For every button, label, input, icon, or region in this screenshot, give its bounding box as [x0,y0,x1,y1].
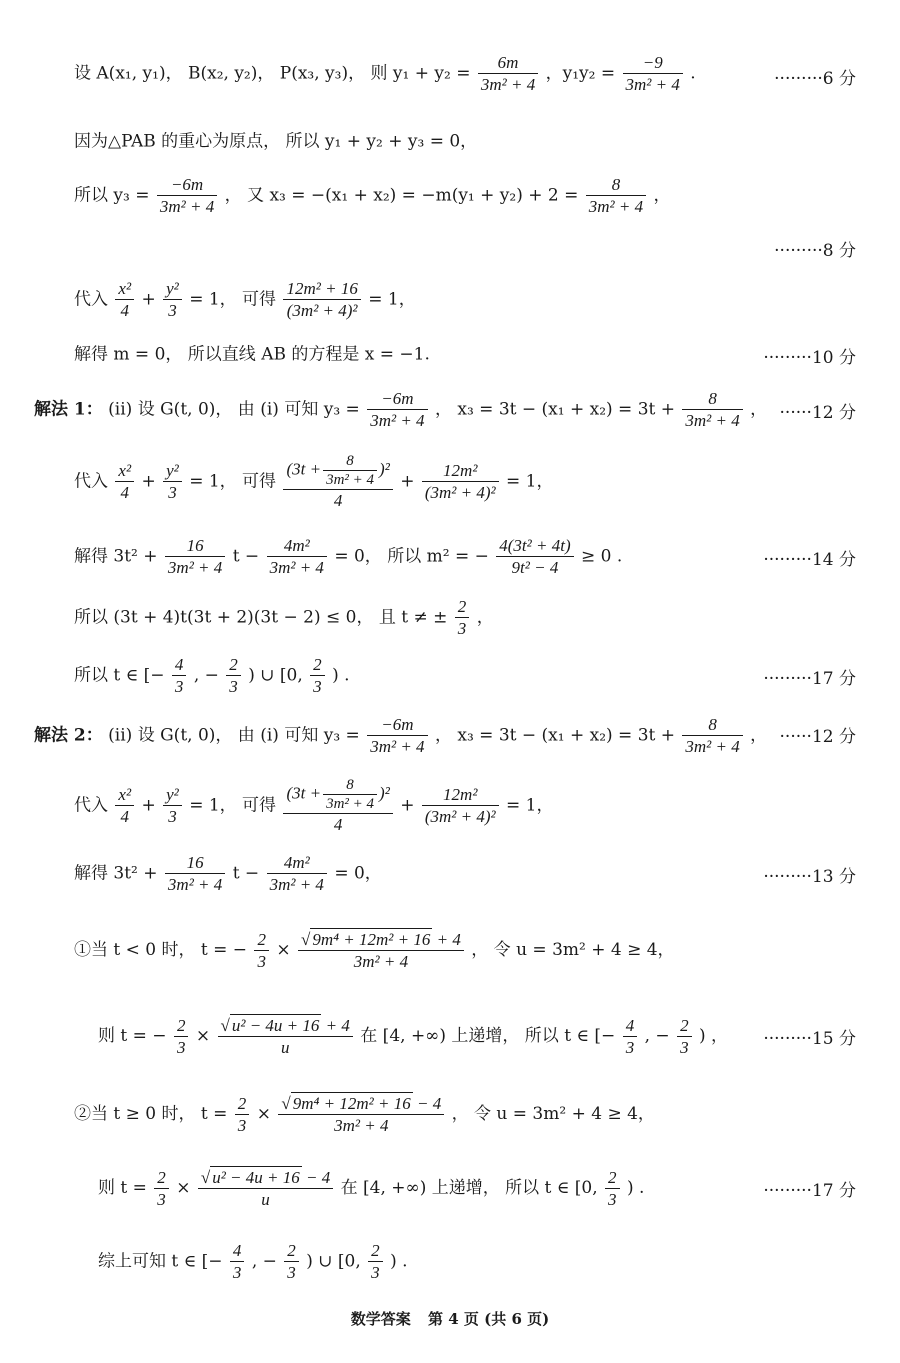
fraction: $\frac{-6m}{\text{3m² + 4}}$ [367,388,427,431]
fraction: $\frac{2}{3}$ [310,654,325,697]
fraction: $\frac{\text{4m²}}{\text{3m² + 4}}$ [267,535,327,578]
sqrt-icon: √ [200,1168,211,1187]
fraction: $\frac{8}{\text{3m² + 4}}$ [682,388,742,431]
solution-line: 因为△PAB 的重心为原点， 所以 y₁ + y₂ + y₃ = 0， [74,131,478,152]
nested-fraction: $\frac{8}{\text{3m² + 4}}$ [323,452,377,489]
solution-line: 所以 (3t + 4)t(3t + 2)(3t − 2) ≤ 0， 且 t ≠ ± $\frac{2}{3}$ ， [74,597,494,638]
method-heading: 解法 1： [34,399,103,420]
fraction: $\frac{-6m}{\text{3m² + 4}}$ [367,714,427,757]
fraction: $\frac{2}{3}$ [605,1167,620,1210]
fraction: $\frac{\text{4(3t² + 4t)}}{\text{9t² − 4}}$ [496,535,573,578]
score-marker: ·········8 分 [774,241,856,261]
sqrt-icon: √ [220,1016,230,1035]
fraction: $\frac{\text{y²}}{3}$ [163,278,182,321]
solution-line: 代入 $\frac{\text{x²}}{4}$ + $\frac{\text{y²}}{3}$ = 1， 可得 $\frac{\text{12m² + 16}}{\text{(3m² + 4)²}}$ = 1， [74,279,416,320]
score-marker: ·········15 分 [763,1029,856,1049]
fraction: $\frac{2}{3}$ [368,1240,383,1283]
solution-line: 解得 3t² + $\frac{16}{\text{3m² + 4}}$ t − $\frac{\text{4m²}}{\text{3m² + 4}}$ = 0， 所以 m² = − $\frac{\text{4(3t² + 4t)}}{\text{9t² − 4}}$ ≥ 0 . [74,536,623,577]
fraction: $\frac{\text{4m²}}{\text{3m² + 4}}$ [267,852,327,895]
solution-line: 解得 m = 0， 所以直线 AB 的方程是 x = −1. [74,344,430,365]
fraction: $\frac{\text{x²}}{4}$ [115,278,134,321]
fraction: $\frac{\text{√ 9m⁴ + 12m² + 16 + 4}}{\text{3m² + 4}}$ [298,928,464,972]
score-marker: ·········17 分 [763,1181,856,1201]
fraction: $\frac{2}{3}$ [226,654,241,697]
fraction: $\frac{8}{\text{3m² + 4}}$ [682,714,742,757]
solution-line: 设 A(x₁, y₁)， B(x₂, y₂)， P(x₃, y₃)， 则 y₁ + y₂ = $\frac{6m}{\text{3m² + 4}}$ ，y₁y₂ = $\frac{-9}{\text{3m² + 4}}$ . [74,53,696,94]
fraction: $\frac{2}{3}$ [455,596,470,639]
solution-line: 代入 $\frac{\text{x²}}{4}$ + $\frac{\text{y²}}{3}$ = 1， 可得 (3t + $\frac{8}{\text{3m² + 4}}$ )² 4 + $\frac{\text{12m²}}{\text{(3m² + 4)²}}$ = 1， [74,777,554,834]
footer-subject: 数学答案 [350,1310,411,1328]
score-marker: ·········14 分 [763,550,856,570]
fraction: $\frac{2}{3}$ [154,1167,169,1210]
score-marker: ·········17 分 [763,669,856,689]
solution-line: 综上可知 t ∈ [− $\frac{4}{3}$ , − $\frac{2}{3}$ ) ∪ [0, $\frac{2}{3}$ ) . [98,1241,408,1282]
fraction: $\frac{\text{x²}}{4}$ [115,784,134,827]
fraction: $\frac{16}{\text{3m² + 4}}$ [165,535,225,578]
score-marker: ·········13 分 [763,867,856,887]
footer-page-number: 第 4 页 (共 6 页) [428,1310,550,1328]
fraction: $\frac{2}{3}$ [174,1015,189,1058]
fraction: $\frac{\text{x²}}{4}$ [115,460,134,503]
nested-fraction: $\frac{8}{\text{3m² + 4}}$ [323,776,377,813]
solution-line: 所以 y₃ = $\frac{-6m}{\text{3m² + 4}}$ ， 又 x₃ = −(x₁ + x₂) = −m(y₁ + y₂) + 2 = $\frac{8}{\text{3m² + 4}}$ ， [74,175,671,216]
fraction: $\frac{8}{\text{3m² + 4}}$ [586,174,646,217]
fraction: $\frac{4}{3}$ [172,654,187,697]
score-marker: ······12 分 [779,403,856,423]
score-marker: ······12 分 [779,727,856,747]
fraction: $\frac{\text{√ 9m⁴ + 12m² + 16 − 4}}{\text{3m² + 4}}$ [278,1092,444,1136]
fraction: $\frac{-6m}{\text{3m² + 4}}$ [157,174,217,217]
fraction: $\frac{\text{y²}}{3}$ [163,460,182,503]
solution-line: 则 t = $\frac{2}{3}$ × $\frac{\text{√ u² − 4u + 16 − 4}}{u}$ 在 [4, +∞) 上递增， 所以 t ∈ [0, $\frac{2}{3}$ ) . [98,1167,645,1209]
solution-line: 所以 t ∈ [− $\frac{4}{3}$ , − $\frac{2}{3}$ ) ∪ [0, $\frac{2}{3}$ ) . [74,655,350,696]
score-marker: ·········6 分 [774,69,856,89]
solution-line: ①当 t < 0 时， t = − $\frac{2}{3}$ × $\frac{\text{√ 9m⁴ + 12m² + 16 + 4}}{\text{3m² + 4}}$ ， 令 u = 3m² + 4 ≥ 4， [74,929,675,971]
sqrt-icon: √ [281,1094,291,1113]
solution-line: 解法 1： (ii) 设 G(t, 0)， 由 (i) 可知 y₃ = $\frac{-6m}{\text{3m² + 4}}$ ， x₃ = 3t − (x₁ + x₂) = 3t + $\frac{8}{\text{3m² + 4}}$ ， [34,389,768,430]
fraction: $\frac{-9}{\text{3m² + 4}}$ [623,52,683,95]
fraction: $\frac{4}{3}$ [230,1240,245,1283]
fraction: $\frac{\text{√ u² − 4u + 16 + 4}}{u}$ [218,1014,353,1058]
page-footer [0,1308,900,1329]
fraction: $\frac{16}{\text{3m² + 4}}$ [165,852,225,895]
sqrt-icon: √ [301,930,311,949]
fraction: (3t + $\frac{8}{\text{3m² + 4}}$ )² 4 [283,776,392,835]
fraction: $\frac{6m}{\text{3m² + 4}}$ [478,52,538,95]
solution-line: 代入 $\frac{\text{x²}}{4}$ + $\frac{\text{y²}}{3}$ = 1， 可得 (3t + $\frac{8}{\text{3m² + 4}}$ )² 4 + $\frac{\text{12m²}}{\text{(3m² + 4)²}}$ = 1， [74,453,554,510]
fraction: $\frac{2}{3}$ [284,1240,299,1283]
fraction: (3t + $\frac{8}{\text{3m² + 4}}$ )² 4 [283,452,392,511]
fraction: $\frac{\text{y²}}{3}$ [163,784,182,827]
solution-line: 解得 3t² + $\frac{16}{\text{3m² + 4}}$ t − $\frac{\text{4m²}}{\text{3m² + 4}}$ = 0， [74,853,382,894]
fraction: $\frac{\text{12m²}}{\text{(3m² + 4)²}}$ [422,784,499,827]
fraction: $\frac{\text{12m² + 16}}{\text{(3m² + 4)²}}$ [283,278,360,321]
fraction: $\frac{2}{3}$ [677,1015,692,1058]
fraction: $\frac{\text{√ u² − 4u + 16 − 4}}{u}$ [198,1166,333,1210]
score-marker: ·········10 分 [763,348,856,368]
solution-line: 解法 2： (ii) 设 G(t, 0)， 由 (i) 可知 y₃ = $\frac{-6m}{\text{3m² + 4}}$ ， x₃ = 3t − (x₁ + x₂) = 3t + $\frac{8}{\text{3m² + 4}}$ ， [34,715,768,756]
solution-line: ②当 t ≥ 0 时， t = $\frac{2}{3}$ × $\frac{\text{√ 9m⁴ + 12m² + 16 − 4}}{\text{3m² + 4}}$ ， 令 u = 3m² + 4 ≥ 4， [74,1093,655,1135]
fraction: $\frac{2}{3}$ [254,929,269,972]
fraction: $\frac{\text{12m²}}{\text{(3m² + 4)²}}$ [422,460,499,503]
fraction: $\frac{2}{3}$ [235,1093,250,1136]
method-heading: 解法 2： [34,725,103,746]
solution-line: 则 t = − $\frac{2}{3}$ × $\frac{\text{√ u² − 4u + 16 + 4}}{u}$ 在 [4, +∞) 上递增， 所以 t ∈ [− $\frac{4}{3}$ , − $\frac{2}{3}$ ) ， [98,1015,729,1057]
fraction: $\frac{4}{3}$ [623,1015,638,1058]
